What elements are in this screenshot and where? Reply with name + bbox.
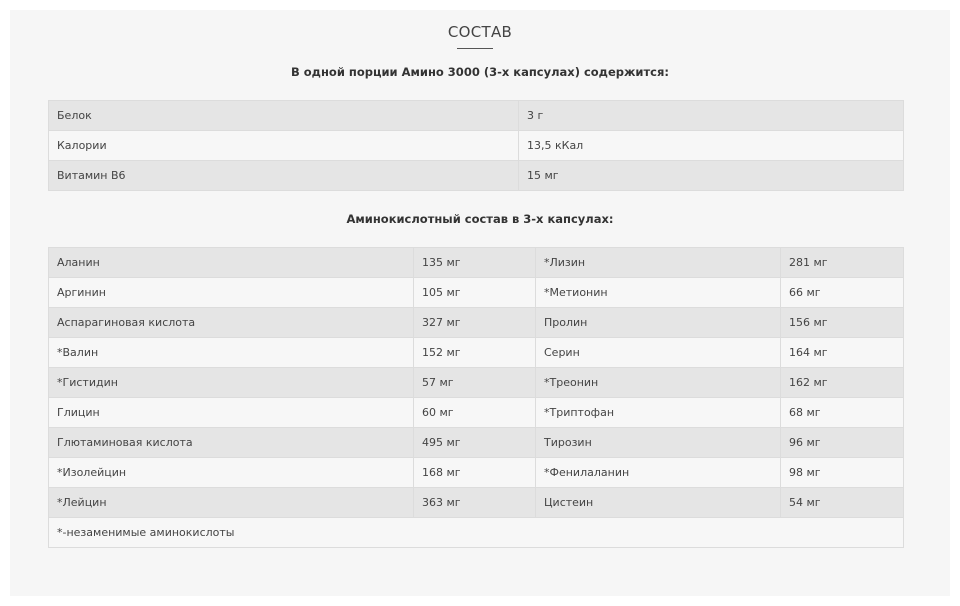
nutrient-name: Калории [49, 131, 519, 161]
amino-acid-amount: 327 мг [414, 308, 536, 338]
amino-acid-name: Глицин [49, 398, 414, 428]
amino-acid-name: *Изолейцин [49, 458, 414, 488]
amino-acid-amount: 54 мг [781, 488, 904, 518]
amino-acid-amount: 168 мг [414, 458, 536, 488]
nutrient-value: 3 г [519, 101, 904, 131]
amino-acid-name: *Валин [49, 338, 414, 368]
footnote-text: *-незаменимые аминокислоты [49, 518, 904, 548]
table-row [49, 248, 904, 278]
amino-acid-name: *Фенилаланин [536, 458, 781, 488]
amino-acid-name: *Лизин [536, 248, 781, 278]
amino-acid-name: Аргинин [49, 278, 414, 308]
amino-acid-amount: 57 мг [414, 368, 536, 398]
amino-acid-amount: 495 мг [414, 428, 536, 458]
table-row [49, 368, 904, 398]
amino-acid-name: Цистеин [536, 488, 781, 518]
table-row [49, 458, 904, 488]
amino-acid-amount: 162 мг [781, 368, 904, 398]
table-row [49, 488, 904, 518]
nutrient-name: Белок [49, 101, 519, 131]
amino-acid-amount: 363 мг [414, 488, 536, 518]
table-row [49, 308, 904, 338]
amino-acid-amount: 68 мг [781, 398, 904, 428]
table-row [49, 101, 904, 131]
nutrient-value: 13,5 кКал [519, 131, 904, 161]
table-row [49, 278, 904, 308]
serving-table [48, 100, 904, 191]
serving-table-title: В одной порции Амино 3000 (3-х капсулах) содержится: [291, 65, 669, 79]
amino-acid-amount: 156 мг [781, 308, 904, 338]
amino-acid-table [48, 247, 904, 548]
amino-acid-name: *Триптофан [536, 398, 781, 428]
nutrient-name: Витамин B6 [49, 161, 519, 191]
amino-acid-name: Глютаминовая кислота [49, 428, 414, 458]
amino-acid-name: Аланин [49, 248, 414, 278]
amino-acid-name: *Гистидин [49, 368, 414, 398]
amino-acid-amount: 164 мг [781, 338, 904, 368]
table-row [49, 398, 904, 428]
amino-acid-amount: 66 мг [781, 278, 904, 308]
amino-acid-name: Тирозин [536, 428, 781, 458]
table-row [49, 428, 904, 458]
table-row [49, 131, 904, 161]
amino-acid-amount: 98 мг [781, 458, 904, 488]
heading-underline [457, 48, 493, 49]
footnote-row [49, 518, 904, 548]
amino-acid-name: *Лейцин [49, 488, 414, 518]
amino-acid-name: *Метионин [536, 278, 781, 308]
amino-acid-amount: 135 мг [414, 248, 536, 278]
composition-panel [10, 10, 950, 596]
amino-acid-amount: 152 мг [414, 338, 536, 368]
amino-acid-name: Серин [536, 338, 781, 368]
amino-acid-amount: 96 мг [781, 428, 904, 458]
amino-acid-amount: 281 мг [781, 248, 904, 278]
table-row [49, 338, 904, 368]
amino-table-title: Аминокислотный состав в 3-х капсулах: [346, 212, 614, 226]
amino-acid-name: *Треонин [536, 368, 781, 398]
table-row [49, 161, 904, 191]
amino-acid-name: Пролин [536, 308, 781, 338]
amino-acid-amount: 60 мг [414, 398, 536, 428]
amino-acid-name: Аспарагиновая кислота [49, 308, 414, 338]
amino-acid-amount: 105 мг [414, 278, 536, 308]
nutrient-value: 15 мг [519, 161, 904, 191]
section-heading: СОСТАВ [447, 23, 513, 41]
